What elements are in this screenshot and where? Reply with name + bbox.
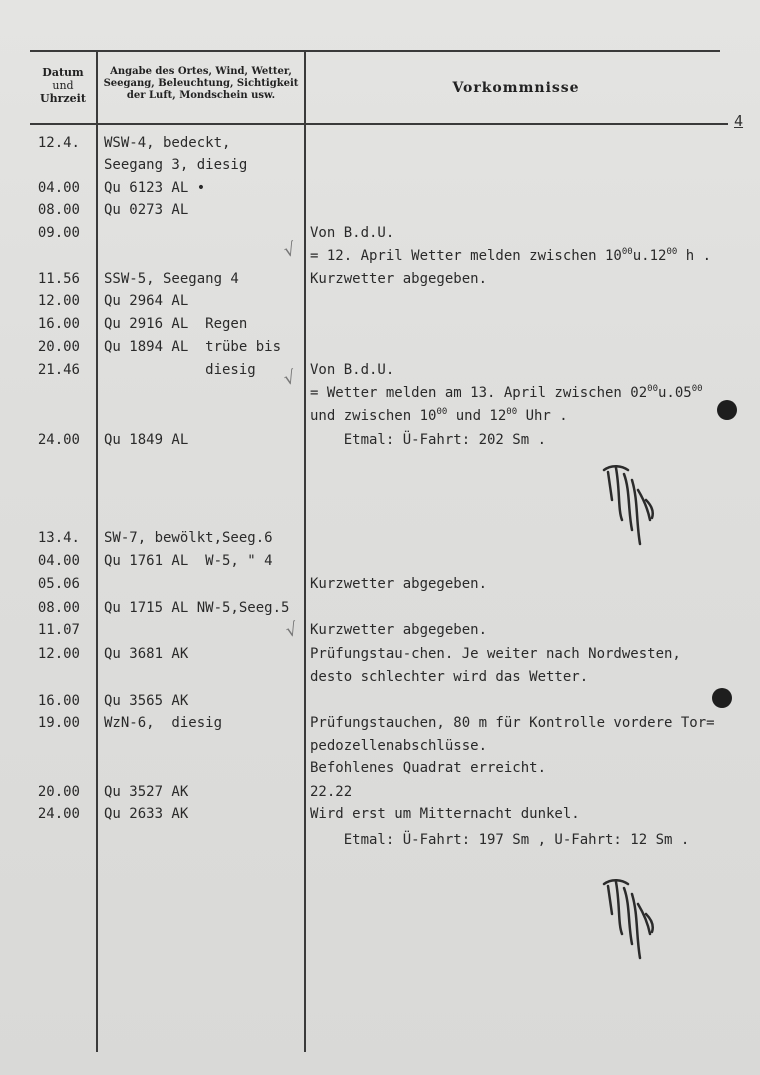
entry-location-weather: SW-7, bewölkt,Seeg.6 xyxy=(104,530,273,546)
entry-location-weather: WSW-4, bedeckt, xyxy=(104,135,231,151)
entry-event xyxy=(310,806,580,822)
log-row xyxy=(0,715,760,735)
log-row xyxy=(0,432,760,452)
log-row xyxy=(0,339,760,359)
entry-event-text: und zwischen 10 xyxy=(310,408,437,424)
log-row xyxy=(0,738,760,758)
entry-event-sup1: 00 xyxy=(621,247,633,257)
header-col2-line2: Seegang, Beleuchtung, Sichtigkeit xyxy=(103,78,299,89)
log-row xyxy=(0,407,760,427)
entry-event xyxy=(310,225,394,241)
log-row xyxy=(0,622,760,642)
entry-event-text: = 12. April Wetter melden zwischen 10 xyxy=(310,248,622,264)
log-row xyxy=(0,646,760,666)
log-row xyxy=(0,600,760,620)
header-col1-line3: Uhrzeit xyxy=(40,92,86,106)
entry-event-text: = Wetter melden am 13. April zwischen 02 xyxy=(310,385,648,401)
check-mark: √ xyxy=(281,238,299,263)
entry-event-text: Etmal: Ü-Fahrt: 197 Sm , U-Fahrt: 12 Sm . xyxy=(310,832,690,848)
entry-event-text: Kurzwetter abgegeben. xyxy=(310,576,488,592)
entry-time: 11.07 xyxy=(37,622,80,638)
entry-time: 20.00 xyxy=(37,339,80,355)
log-row xyxy=(0,576,760,596)
entry-event-text: 22.22 xyxy=(310,784,353,800)
log-row xyxy=(0,202,760,222)
entry-event-sup2: 00 xyxy=(691,384,703,394)
entry-time: 19.00 xyxy=(37,715,80,731)
entry-location-weather: WzN-6, diesig xyxy=(104,715,223,731)
entry-event-tail: Uhr . xyxy=(517,408,568,424)
entry-event xyxy=(310,669,588,685)
header-col1-line2: und xyxy=(52,79,74,93)
header-col1-line1: Datum xyxy=(42,66,84,79)
entry-time: 20.00 xyxy=(37,784,80,800)
entry-event-tail: h . xyxy=(677,248,711,264)
header-col2-line1: Angabe des Ortes, Wind, Wetter, xyxy=(110,66,292,77)
entry-event-text: Prüfungstau-chen. Je weiter nach Nordwesten, xyxy=(310,646,681,662)
entry-event-mid: u.12 xyxy=(632,248,667,264)
entry-location-weather: Qu 1761 AL W-5, " 4 xyxy=(104,553,273,569)
entry-event-mid: u.05 xyxy=(658,385,692,401)
entry-location-weather: Qu 3527 AK xyxy=(104,784,189,800)
entry-event-text: Prüfungstauchen, 80 m für Kontrolle vordere Tor= xyxy=(310,715,715,731)
entry-event-text: Wird erst um Mitternacht dunkel. xyxy=(310,806,580,822)
entry-location-weather: Qu 3681 AK xyxy=(104,646,189,662)
header-events: Vorkommnisse xyxy=(452,80,580,96)
entry-time: 16.00 xyxy=(37,316,80,332)
entry-location-weather: Qu 1849 AL xyxy=(104,432,189,448)
entry-event xyxy=(310,432,546,448)
log-row xyxy=(0,157,760,177)
entry-time: 04.00 xyxy=(37,180,80,196)
punch-hole xyxy=(717,400,737,420)
entry-event xyxy=(310,760,546,776)
log-row xyxy=(0,784,760,804)
entry-event xyxy=(310,832,689,848)
header-bottom-rule xyxy=(30,123,728,125)
entry-event-text: Kurzwetter abgegeben. xyxy=(310,271,488,287)
entry-event-text: Von B.d.U. xyxy=(310,225,395,241)
entry-location-weather: Qu 2964 AL xyxy=(104,293,189,309)
entry-event xyxy=(310,362,394,378)
log-row xyxy=(0,553,760,573)
entry-time: 08.00 xyxy=(37,600,80,616)
header-col2-line3: der Luft, Mondschein usw. xyxy=(126,90,276,101)
entry-event xyxy=(310,576,487,592)
entry-event xyxy=(310,622,487,638)
log-row xyxy=(0,832,760,852)
entry-time: 12.4. xyxy=(37,135,80,151)
check-mark: √ xyxy=(281,366,299,391)
entry-location-weather: Qu 1894 AL trübe bis xyxy=(104,339,282,355)
log-row xyxy=(0,247,760,267)
entry-time: 24.00 xyxy=(37,806,80,822)
log-row xyxy=(0,693,760,713)
log-row xyxy=(0,225,760,245)
entry-event xyxy=(310,784,352,800)
log-row xyxy=(0,293,760,313)
log-row xyxy=(0,271,760,291)
log-row xyxy=(0,669,760,689)
entry-time: 13.4. xyxy=(37,530,80,546)
entry-event-mid: und 12 xyxy=(447,408,507,424)
entry-event-sup1: 00 xyxy=(647,384,658,394)
entry-time: 16.00 xyxy=(37,693,80,709)
log-row xyxy=(0,384,760,404)
entry-time: 05.06 xyxy=(37,576,80,592)
log-row xyxy=(0,806,760,826)
entry-event xyxy=(310,715,715,731)
entry-event-text: Von B.d.U. xyxy=(310,362,395,378)
entry-time: 04.00 xyxy=(37,553,80,569)
entry-event xyxy=(310,738,487,754)
entry-event-sup2: 00 xyxy=(666,247,678,257)
entry-location-weather: Qu 0273 AL xyxy=(104,202,189,218)
entry-event-text: Etmal: Ü-Fahrt: 202 Sm . xyxy=(310,432,547,448)
entry-time: 08.00 xyxy=(37,202,80,218)
entry-time: 09.00 xyxy=(37,225,80,241)
entry-event-text: pedozellenabschlüsse. xyxy=(310,738,488,754)
log-row xyxy=(0,316,760,336)
signature-1 xyxy=(598,460,662,552)
log-row xyxy=(0,362,760,382)
entry-event-text: Kurzwetter abgegeben. xyxy=(310,622,488,638)
check-mark: √ xyxy=(283,618,301,643)
log-row xyxy=(0,760,760,780)
top-rule xyxy=(30,50,720,52)
entry-time: 12.00 xyxy=(37,293,80,309)
entry-time: 11.56 xyxy=(37,271,80,287)
entry-location-weather: SSW-5, Seegang 4 xyxy=(104,271,239,287)
entry-event-text: desto schlechter wird das Wetter. xyxy=(310,669,589,685)
entry-location-weather: diesig xyxy=(104,362,256,378)
entry-event-text: Befohlenes Quadrat erreicht. xyxy=(310,760,547,776)
entry-event xyxy=(310,247,711,264)
entry-location-weather: Qu 2633 AK xyxy=(104,806,189,822)
entry-time: 12.00 xyxy=(37,646,80,662)
entry-time: 24.00 xyxy=(37,432,80,448)
log-row xyxy=(0,135,760,155)
entry-event xyxy=(310,384,703,401)
header-date-time xyxy=(30,66,96,106)
entry-location-weather: Qu 1715 AL NW-5,Seeg.5 xyxy=(104,600,290,616)
log-row xyxy=(0,180,760,200)
punch-hole xyxy=(712,688,732,708)
entry-event xyxy=(310,271,487,287)
page-number: 4 xyxy=(734,112,744,130)
entry-event-sup1: 00 xyxy=(436,407,448,417)
entry-location-weather: Qu 3565 AK xyxy=(104,693,189,709)
entry-location-weather: Qu 2916 AL Regen xyxy=(104,316,248,332)
entry-time: 21.46 xyxy=(37,362,80,378)
entry-event-sup2: 00 xyxy=(506,407,518,417)
entry-location-weather: Seegang 3, diesig xyxy=(104,157,248,173)
entry-location-weather: Qu 6123 AL • xyxy=(104,180,206,196)
entry-event xyxy=(310,646,681,662)
signature-2 xyxy=(598,874,662,966)
header-location-weather xyxy=(98,66,304,102)
entry-event xyxy=(310,407,568,424)
